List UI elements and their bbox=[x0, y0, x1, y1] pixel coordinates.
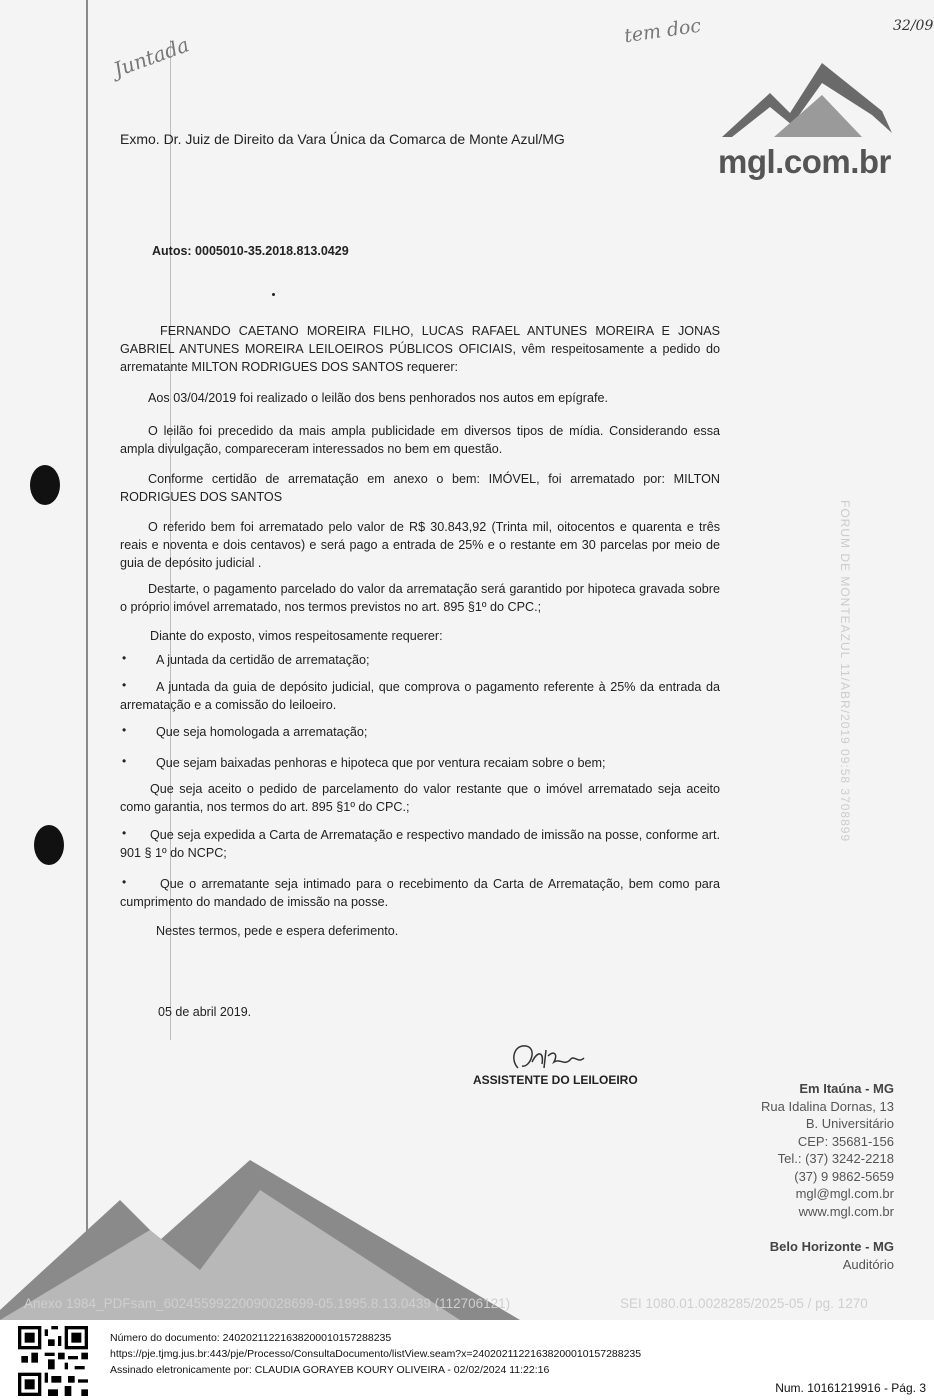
bullet-mark: • bbox=[122, 875, 127, 889]
protocol-stamp: FORUM DE MONTEAZUL 11/ABR/2019 09:58 3708899 bbox=[838, 500, 852, 843]
paragraph-6: Diante do exposto, vimos respeitosamente requerer: bbox=[150, 629, 443, 643]
address-cep: CEP: 35681-156 bbox=[797, 1133, 894, 1149]
address-email: mgl@mgl.com.br bbox=[795, 1186, 894, 1201]
address-website: www.mgl.com.br bbox=[798, 1203, 894, 1219]
paragraph-2: O leilão foi precedido da mais ampla publicidade em diversos tipos de mídia. Considerando essa ampla divulgação, compareceram interessados no bem em questão. bbox=[120, 424, 720, 456]
watermark-left: Anexo 1984_PDFsam_60245599220090028699-05.1995.8.13.0439 (112706121) bbox=[24, 1296, 511, 1311]
paragraph-5: Destarte, o pagamento parcelado do valor da arrematação será garantido por hipoteca gravada sobre o próprio imóvel arrematado, nos termos previstos no art. 895 §1º do CPC.; bbox=[120, 582, 720, 614]
page-reference: Num. 10161219916 - Pág. 3 bbox=[775, 1381, 926, 1395]
request-1: A juntada da certidão de arrematação; bbox=[156, 653, 370, 667]
punch-hole bbox=[30, 465, 60, 505]
address-phone: Tel.: (37) 3242-2218 bbox=[777, 1151, 894, 1166]
paragraph-1: Aos 03/04/2019 foi realizado o leilão dos bens penhorados nos autos em epígrafe. bbox=[148, 391, 608, 405]
footer-url: https://pje.tjmg.jus.br:443/pje/Processo/ConsultaDocumento/listView.seam?x=24020211221638200010157288235 bbox=[110, 1348, 642, 1360]
bullet-mark: • bbox=[122, 678, 127, 692]
handwritten-signature bbox=[508, 1040, 598, 1075]
request-7: Que o arrematante seja intimado para o recebimento da Carta de Arrematação, bem como para cumprimento do mandado de imissão na posse. bbox=[120, 877, 720, 909]
closing-line: Nestes termos, pede e espera deferimento. bbox=[156, 924, 399, 938]
request-2: A juntada da guia de depósito judicial, que comprova o pagamento referente à 25% da entrada da arrematação e a comissão do leiloeiro. bbox=[120, 680, 720, 712]
address-neighborhood: B. Universitário bbox=[805, 1116, 894, 1131]
bullet-mark: • bbox=[122, 651, 127, 665]
addressee: Exmo. Dr. Juiz de Direito da Vara Única da Comarca de Monte Azul/MG bbox=[120, 131, 565, 147]
address-mobile: (37) 9 9862-5659 bbox=[794, 1168, 894, 1184]
bullet-mark: • bbox=[122, 826, 127, 840]
paragraph-4: O referido bem foi arrematado pelo valor de R$ 30.843,92 (Trinta mil, oitocentos e quarenta e três reais e noventa e dois centavos) e será pago a entrada de 25% e o restante em 30 parcelas por meio de guia de depósito judicial . bbox=[120, 520, 720, 570]
ink-dot bbox=[272, 293, 275, 296]
logo-text: mgl.com.br bbox=[718, 143, 891, 180]
bullet-mark: • bbox=[122, 754, 127, 768]
punch-hole bbox=[34, 825, 64, 865]
footer-signed-by: Assinado eletronicamente por: CLAUDIA GORAYEB KOURY OLIVEIRA - 02/02/2024 11:22:16 bbox=[110, 1364, 550, 1376]
qr-code bbox=[18, 1326, 88, 1396]
case-number: Autos: 0005010-35.2018.813.0429 bbox=[152, 244, 349, 258]
address-street: Rua Idalina Dornas, 13 bbox=[761, 1098, 894, 1114]
request-5: Que seja aceito o pedido de parcelamento do valor restante que o imóvel arrematado seja aceito como garantia, nos termos do art. 895 §1º do CPC.; bbox=[120, 782, 720, 814]
mgl-mountain-logo bbox=[722, 55, 897, 145]
bullet-mark: • bbox=[122, 723, 127, 737]
request-3: Que seja homologada a arrematação; bbox=[156, 725, 368, 739]
intro-paragraph: FERNANDO CAETANO MOREIRA FILHO, LUCAS RAFAEL ANTUNES MOREIRA E JONAS GABRIEL ANTUNES MOREIRA LEILOEIROS PÚBLICOS OFICIAIS, vêm respeitosamente a pedido do arrematante MILTON RODRIGUES DOS SANTOS requerer: bbox=[120, 324, 720, 374]
document-footer bbox=[110, 1330, 641, 1378]
signature-title: ASSISTENTE DO LEILOEIRO bbox=[473, 1073, 638, 1087]
address-auditorium: Auditório bbox=[842, 1256, 894, 1272]
handwritten-page-number: 32/09 bbox=[893, 18, 934, 34]
paragraph-3: Conforme certidão de arrematação em anexo o bem: IMÓVEL, foi arrematado por: MILTON RODRIGUES DOS SANTOS bbox=[120, 472, 720, 504]
request-4: Que sejam baixadas penhoras e hipoteca que por ventura recaiam sobre o bem; bbox=[156, 756, 606, 770]
handwritten-note-juntada: Juntada bbox=[110, 32, 193, 82]
footer-doc-number: Número do documento: 24020211221638200010157288235 bbox=[110, 1332, 392, 1344]
request-6: Que seja expedida a Carta de Arrematação e respectivo mandado de imissão na posse, conforme art. 901 § 1º do NCPC; bbox=[120, 828, 720, 860]
address-city-itauna: Em Itaúna - MG bbox=[799, 1081, 894, 1096]
mountain-footer-graphic bbox=[0, 1120, 934, 1320]
address-city-bh: Belo Horizonte - MG bbox=[769, 1239, 894, 1254]
letter-date: 05 de abril 2019. bbox=[158, 1005, 252, 1019]
watermark-right: SEI 1080.01.0028285/2025-05 / pg. 1270 bbox=[620, 1296, 868, 1311]
handwritten-note-tem-doc: tem doc bbox=[622, 14, 703, 48]
